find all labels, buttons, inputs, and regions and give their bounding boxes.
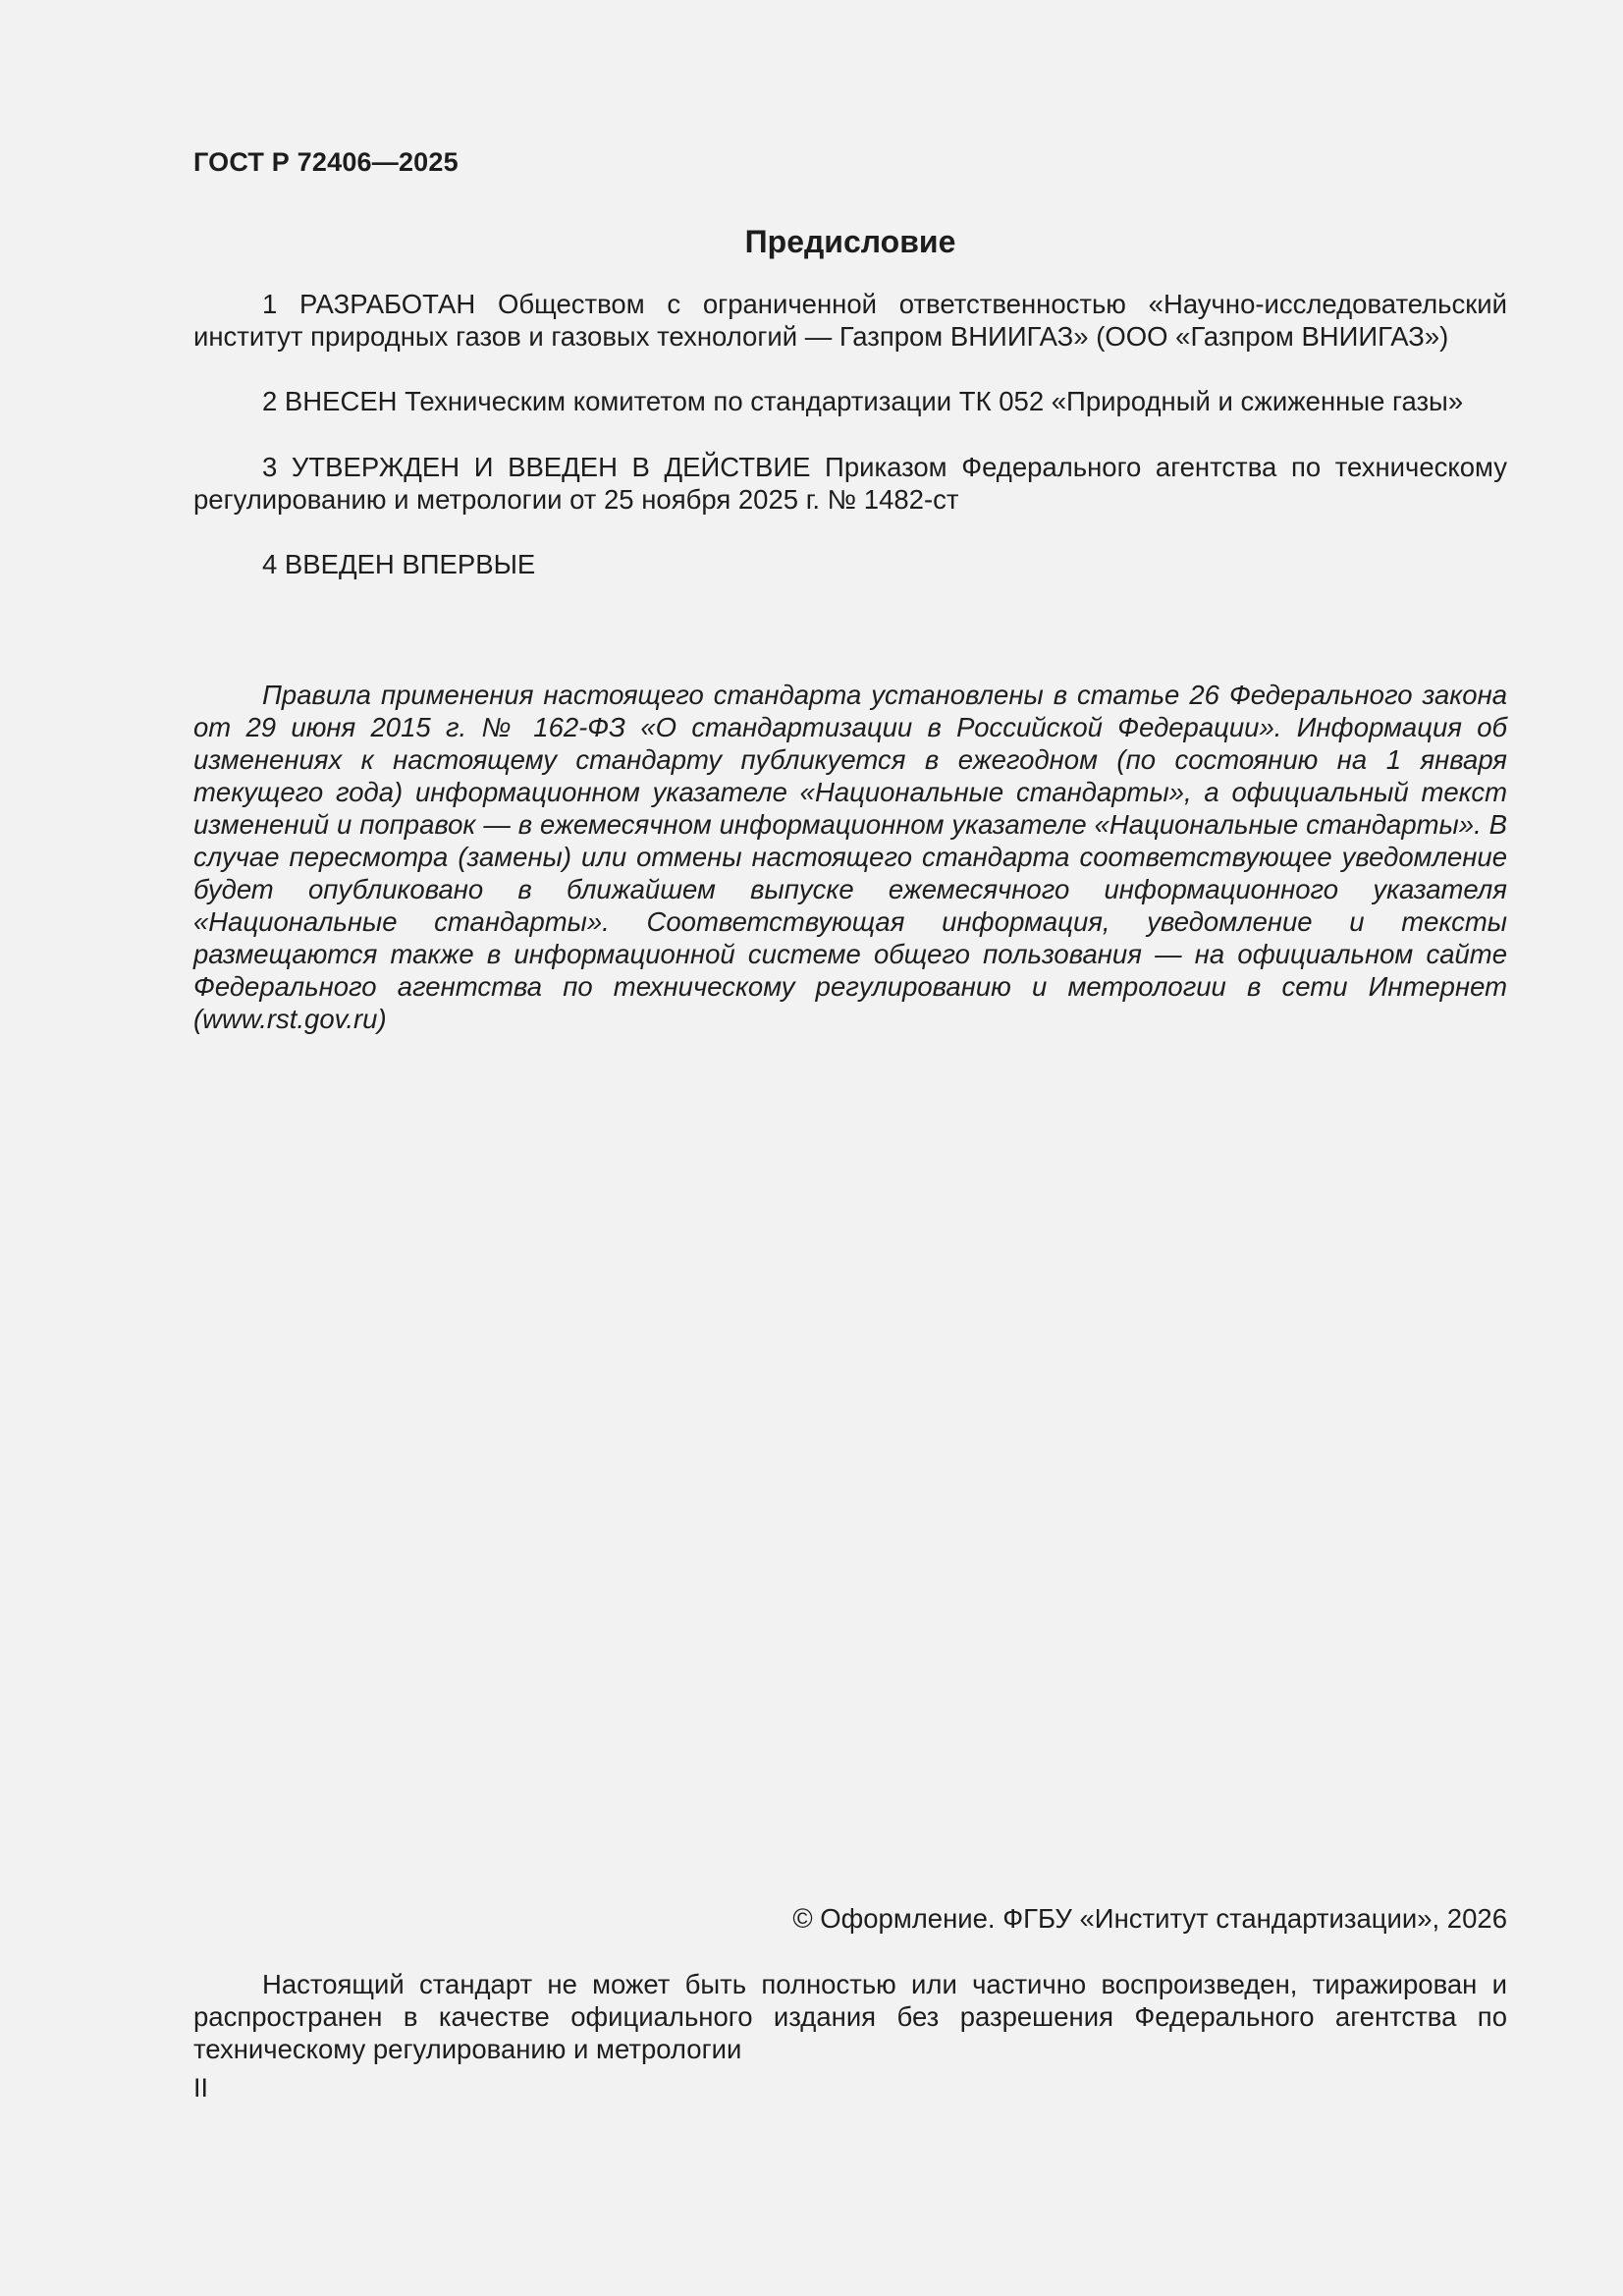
reproduction-notice: Настоящий стандарт не может быть полностью или частично воспроизведен, тиражирован и распространен в качестве официального издания без разрешения Федерального агентства по техническому регулированию и метрологии <box>193 1969 1507 2064</box>
copyright-line: © Оформление. ФГБУ «Институт стандартизации», 2026 <box>792 1903 1507 1934</box>
foreword-item-2: 2 ВНЕСЕН Техническим комитетом по стандартизации ТК 052 «Природный и сжиженные газы» <box>262 386 1464 416</box>
foreword-item-4: 4 ВВЕДЕН ВПЕРВЫЕ <box>262 549 536 579</box>
foreword-item-1: 1 РАЗРАБОТАН Обществом с ограниченной ответственностью «Научно-исследовательский институт природных газов и газовых технологий — Газпром ВНИИГАЗ» (ООО «Газпром ВНИИГАЗ») <box>193 289 1507 352</box>
document-code: ГОСТ Р 72406—2025 <box>193 147 459 177</box>
foreword-item-3: 3 УТВЕРЖДЕН И ВВЕДЕН В ДЕЙСТВИЕ Приказом Федерального агентства по техническому регулированию и метрологии от 25 ноября 2025 г. № 1482-ст <box>193 452 1507 515</box>
page-number: II <box>193 2073 209 2103</box>
standard-application-rules: Правила применения настоящего стандарта установлены в статье 26 Федерального закона от 29 июня 2015 г. № 162-ФЗ «О стандартизации в Российской Федерации». Информация об изменениях к настоящему стандарту публикуется в ежегодном (по состоянию на 1 января текущего года) информационном указателе «Национальные стандарты», а официальный текст изменений и поправок — в ежемесячном информационном указателе «Национальные стандарты». В случае пересмотра (замены) или отмены настоящего стандарта соответствующее уведомление будет опубликовано в ближайшем выпуске ежемесячного информационного указателя «Национальные стандарты». Соответствующая информация, уведомление и тексты размещаются также в информационной системе общего пользования — на официальном сайте Федерального агентства по техническому регулированию и метрологии в сети Интернет (www.rst.gov.ru) <box>193 680 1507 1034</box>
page-title: Предисловие <box>744 224 956 259</box>
